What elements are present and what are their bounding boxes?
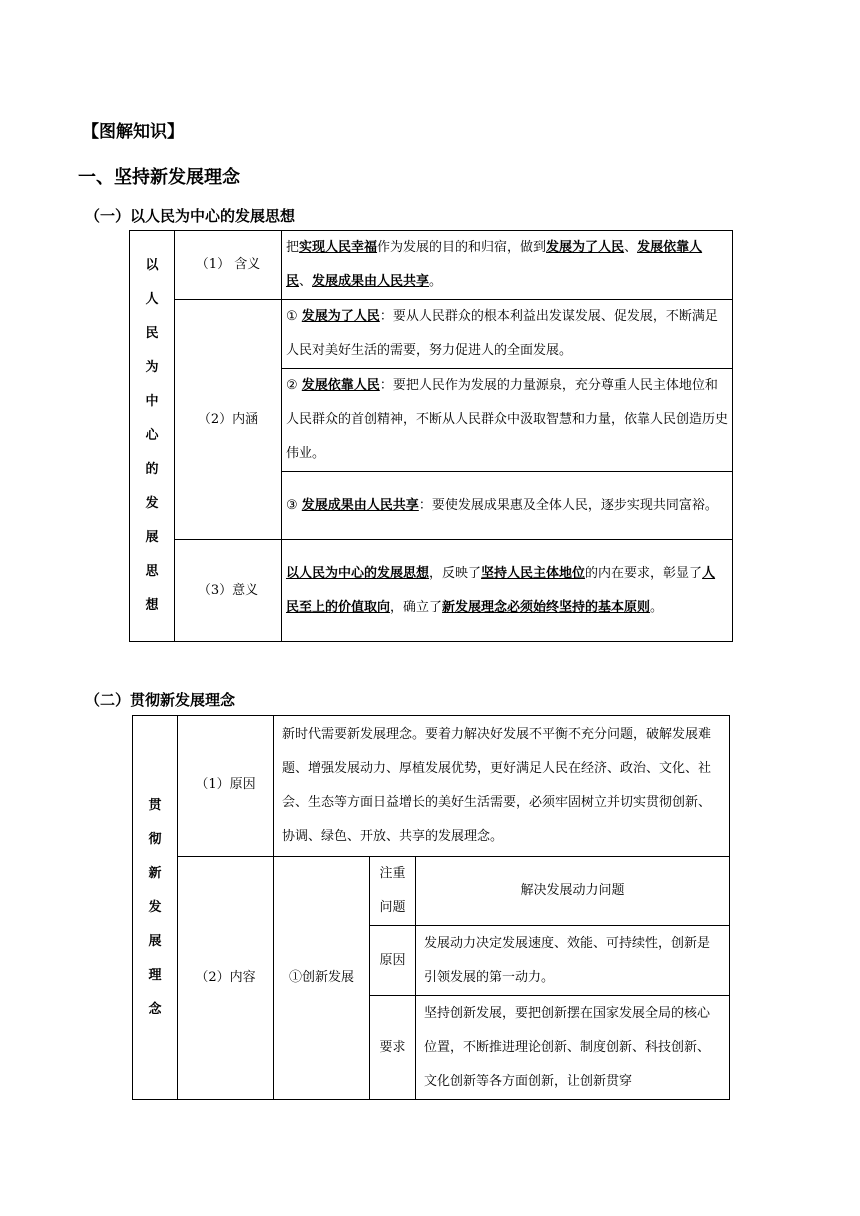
- chapter-heading: 一、坚持新发展理念: [78, 167, 240, 188]
- section2-title: （二）贯彻新发展理念: [85, 691, 236, 709]
- content-label: （2）内容: [178, 857, 274, 1100]
- vertical-char: 民: [145, 326, 159, 341]
- new-development-table: [132, 715, 730, 1100]
- vertical-char: 思: [145, 564, 159, 579]
- significance-text: 以人民为中心的发展思想，反映了坚持人民主体地位的内在要求，彰显了人民至上的价值取向，确立了新发展理念必须始终坚持的基本原则。: [282, 540, 733, 642]
- connotation-item-1: ① 发展为了人民：要从人民群众的根本利益出发谋发展、促发展，不断满足人民对美好生活的需要，努力促进人的全面发展。: [282, 300, 733, 369]
- vertical-label-people: [130, 231, 175, 642]
- people-centered-table: [129, 230, 733, 642]
- focus-text: 解决发展动力问题: [416, 857, 730, 926]
- vertical-char: 中: [145, 394, 159, 409]
- vertical-char: 想: [145, 598, 159, 613]
- significance-label: （3）意义: [175, 540, 282, 642]
- connotation-label: （2）内涵: [175, 300, 282, 540]
- vertical-char: 新: [148, 865, 162, 881]
- innovation-label: ①创新发展: [274, 857, 370, 1100]
- vertical-char: 展: [145, 530, 159, 545]
- vertical-char: 发: [148, 899, 162, 915]
- vertical-char: 心: [145, 428, 159, 443]
- vertical-label-implement: [133, 716, 178, 1100]
- vertical-char: 人: [145, 292, 159, 307]
- vertical-char: 发: [145, 496, 159, 511]
- reason-text: 新时代需要新发展理念。要着力解决好发展不平衡不充分问题，破解发展难题、增强发展动力、厚植发展优势，更好满足人民在经济、政治、文化、社会、生态等方面日益增长的美好生活需要，必须牢固树立并切实贯彻创新、协调、绿色、开放、共享的发展理念。: [274, 716, 730, 857]
- vertical-char: 念: [148, 1001, 162, 1017]
- connotation-item-2: ② 发展依靠人民：要把人民作为发展的力量源泉，充分尊重人民主体地位和人民群众的首创精神，不断从人民群众中汲取智慧和力量，依靠人民创造历史伟业。: [282, 369, 733, 472]
- vertical-char: 的: [145, 462, 159, 477]
- section-tag-heading: 【图解知识】: [82, 122, 184, 142]
- cause-label: 原因: [370, 926, 416, 996]
- vertical-char: 为: [145, 360, 159, 375]
- section1-title: （一）以人民为中心的发展思想: [85, 207, 296, 225]
- vertical-char: 理: [148, 967, 162, 983]
- vertical-char: 以: [145, 258, 159, 273]
- meaning-text: 把实现人民幸福作为发展的目的和归宿，做到发展为了人民、发展依靠人民、发展成果由人民共享。: [282, 231, 733, 300]
- reason-label: （1）原因: [178, 716, 274, 857]
- meaning-label: （1） 含义: [175, 231, 282, 300]
- focus-label: 注重问题: [370, 857, 416, 926]
- vertical-char: 展: [148, 933, 162, 949]
- require-label: 要求: [370, 996, 416, 1100]
- require-text: 坚持创新发展，要把创新摆在国家发展全局的核心位置，不断推进理论创新、制度创新、科技创新、文化创新等各方面创新，让创新贯穿: [416, 996, 730, 1100]
- connotation-item-3: ③ 发展成果由人民共享：要使发展成果惠及全体人民，逐步实现共同富裕。: [282, 472, 733, 540]
- cause-text: 发展动力决定发展速度、效能、可持续性，创新是引领发展的第一动力。: [416, 926, 730, 996]
- vertical-char: 贯: [148, 797, 162, 813]
- vertical-char: 彻: [148, 831, 162, 847]
